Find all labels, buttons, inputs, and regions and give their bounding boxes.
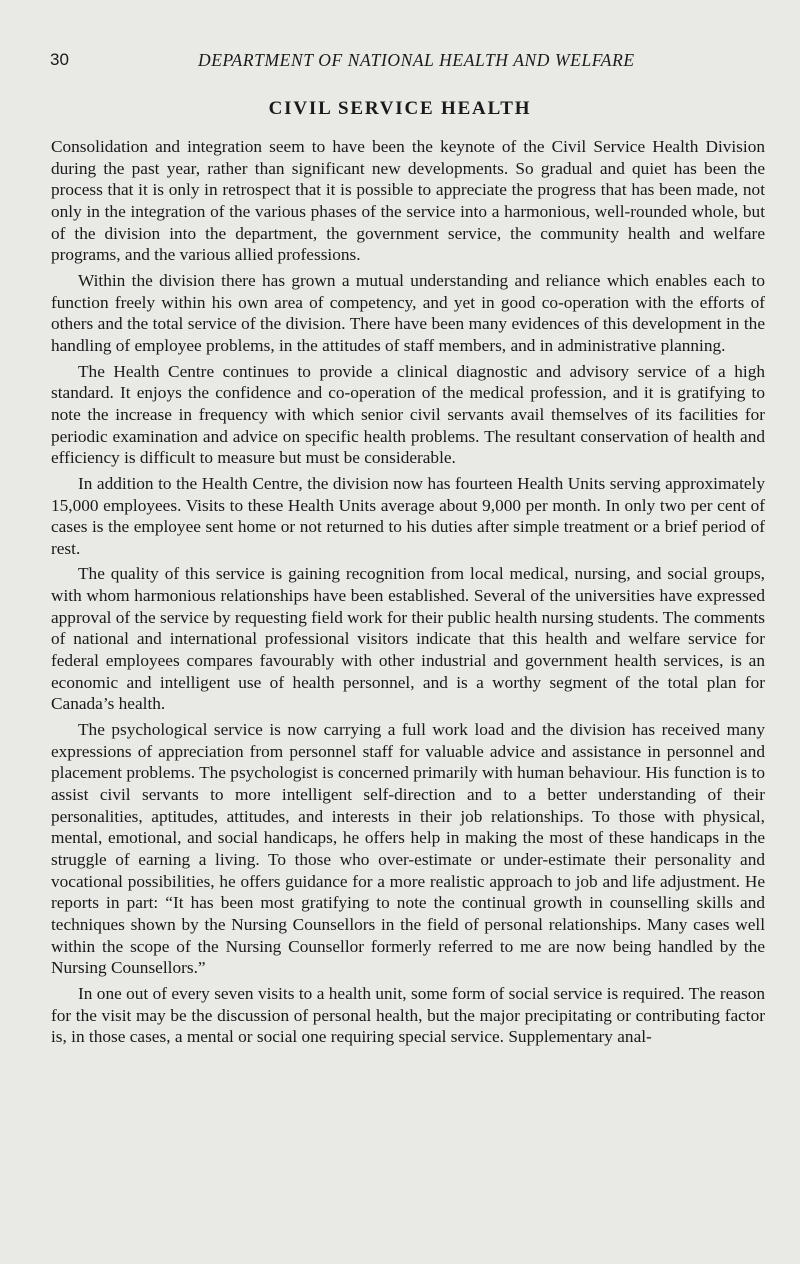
running-header [50,50,750,74]
paragraph: Within the division there has grown a mutual understanding and reliance which enables each to function freely within his own area of competency, and yet in good co-operation with the efforts of others and the total service of the division. There have been many evidences of this development in the handling of employee problems, in the attitudes of staff members, and in administrative planning. [51,270,765,355]
paragraph: In one out of every seven visits to a health unit, some form of social service is required. The reason for the visit may be the discussion of personal health, but the major precipitating or contributing factor is, in those cases, a mental or social one requiring special service. Supplementary anal- [51,983,765,1047]
page-number: 30 [50,50,69,69]
running-title: DEPARTMENT OF NATIONAL HEALTH AND WELFARE [198,50,635,70]
section-title: CIVIL SERVICE HEALTH [268,98,532,119]
paragraph: Consolidation and integration seem to have been the keynote of the Civil Service Health Division during the past year, rather than significant new developments. So gradual and quiet has been the process that it is only in retrospect that it is possible to appreciate the progress that has been made, not only in the integration of the various phases of the service into a harmonious, well-rounded whole, but of the division into the department, the government service, the community health and welfare programs, and the various allied professions. [51,137,765,265]
paragraph: In addition to the Health Centre, the division now has fourteen Health Units serving approximately 15,000 employees. Visits to these Health Units average about 9,000 per month. In only two per cent of cases is the employee sent home or not returned to his duties after simple treatment or a brief period of rest. [51,473,765,558]
paragraph: The psychological service is now carrying a full work load and the division has received many expressions of appreciation from personnel staff for valuable advice and assistance in personnel and placement problems. The psychologist is concerned primarily with human behaviour. His function is to assist civil servants to more intelligent self-direction and to a better understanding of their personalities, aptitudes, attitudes, and interests in their job relationships. To those with physical, mental, emotional, and social handicaps, he offers help in making the most of these handicaps in the struggle of earning a living. To those who over-estimate or under-estimate their personality and vocational possibilities, he offers guidance for a more realistic approach to job and life adjustment. He reports in part: “It has been most gratifying to note the continual growth in counselling skills and techniques shown by the Nursing Counsellors in the field of personal relationships. Many cases well within the scope of the Nursing Counsellor formerly referred to me are now being handled by the Nursing Counsellors.” [51,720,765,978]
body-text [51,136,765,1048]
paragraph: The Health Centre continues to provide a clinical diagnostic and advisory service of a high standard. It enjoys the confidence and co-operation of the medical profession, and it is gratifying to note the increase in frequency with which senior civil servants avail themselves of its facilities for periodic examination and advice on specific health problems. The resultant conservation of health and efficiency is difficult to measure but must be considerable. [51,361,765,468]
paragraph: The quality of this service is gaining recognition from local medical, nursing, and social groups, with whom harmonious relationships have been established. Several of the universities have expressed approval of the service by requesting field work for their public health nursing students. The comments of national and international professional visitors indicate that this health and welfare service for federal employees compares favourably with other industrial and government health services, is an economic and intelligent use of health personnel, and is a worthy segment of the total plan for Canada’s health. [51,564,765,714]
